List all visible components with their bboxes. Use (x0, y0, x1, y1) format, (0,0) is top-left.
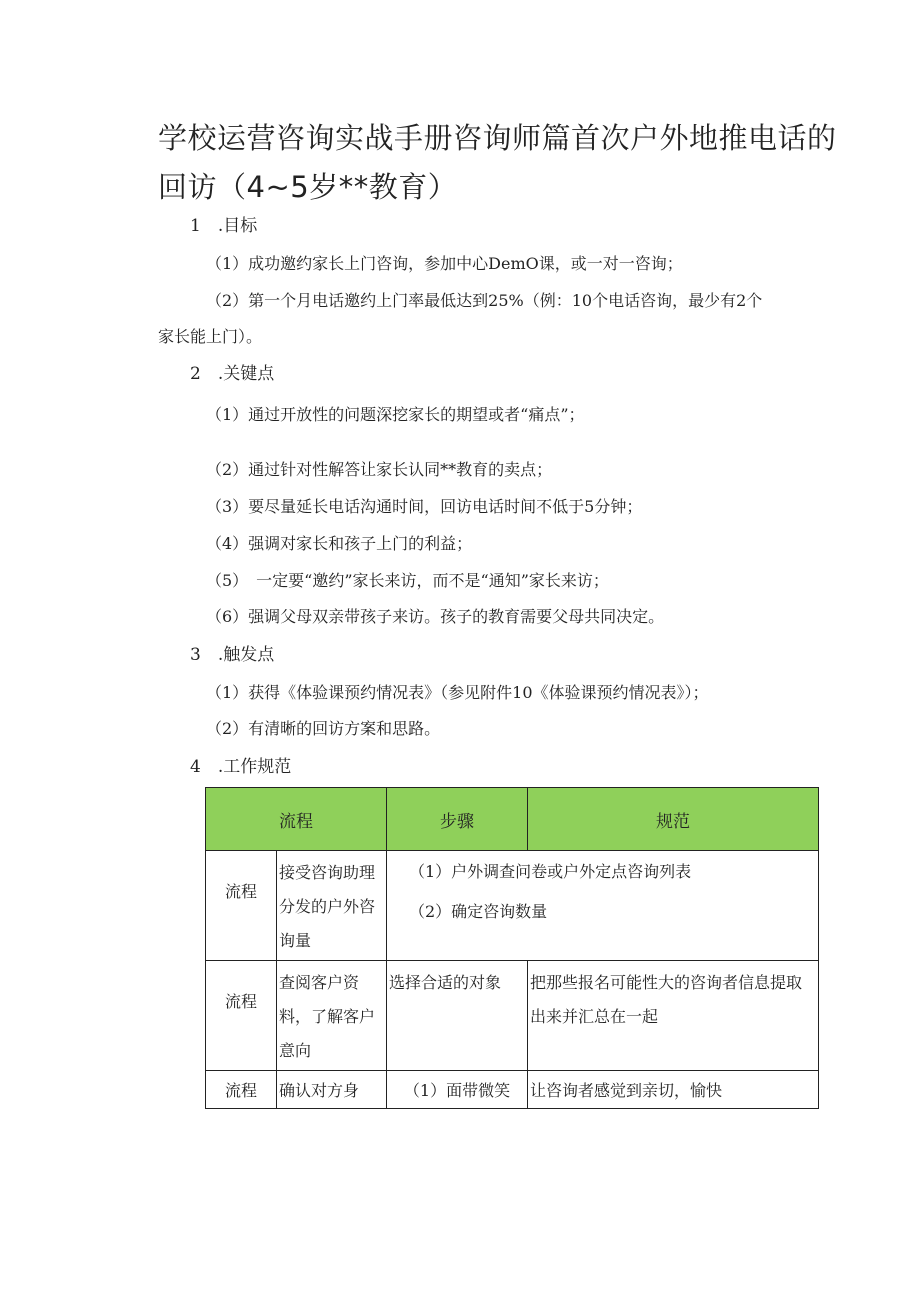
work-standard-table (205, 787, 819, 1109)
header-process: 流程 (206, 788, 387, 851)
heading-trigger: 3 .触发点 (190, 645, 275, 665)
goal-item-1: （1）成功邀约家长上门咨询，参加中心DemO课，或一对一咨询； (206, 254, 683, 273)
heading-work-standard: 4 .工作规范 (190, 757, 292, 777)
key-item-4: （4）强调对家长和孩子上门的利益； (206, 534, 473, 553)
process-text: 确认对方身 (279, 1081, 360, 1100)
norm-text: 让咨询者感觉到亲切，愉快 (530, 1081, 723, 1100)
row-label-cell (206, 961, 277, 1071)
step-item: （2）确定咨询数量 (409, 902, 548, 921)
row-label-cell (206, 851, 277, 961)
step-cell (387, 1071, 528, 1109)
table-row (206, 851, 819, 961)
process-cell (277, 1071, 387, 1109)
process-cell (277, 851, 387, 961)
table-row (206, 961, 819, 1071)
header-norms: 规范 (528, 788, 819, 851)
key-item-6: （6）强调父母双亲带孩子来访。孩子的教育需要父母共同决定。 (206, 607, 665, 626)
row-label-cell (206, 1071, 277, 1109)
process-text: 接受咨询助理分发的户外咨询量 (279, 863, 376, 950)
trigger-item-1: （1）获得《体验课预约情况表》（参见附件10《体验课预约情况表》）； (206, 683, 709, 702)
table-header-row (206, 788, 819, 851)
key-item-3: （3）要尽量延长电话沟通时间，回访电话时间不低于5分钟； (206, 497, 643, 516)
step-cell (387, 961, 528, 1071)
document-title: 学校运营咨询实战手册咨询师篇首次户外地推电话的回访（4~5岁**教育） (158, 121, 837, 204)
key-item-2: （2）通过针对性解答让家长认同**教育的卖点； (206, 460, 553, 479)
norm-cell (528, 961, 819, 1071)
step-item: （1）户外调查问卷或户外定点咨询列表 (409, 862, 692, 881)
process-text: 查阅客户资料，了解客户意向 (279, 973, 376, 1060)
row-label: 流程 (224, 1081, 257, 1100)
step-text: 选择合适的对象 (389, 973, 502, 992)
step-text: （1）面带微笑 (403, 1081, 511, 1100)
norm-text: 把那些报名可能性大的咨询者信息提取出来并汇总在一起 (530, 973, 803, 1026)
process-cell (277, 961, 387, 1071)
heading-key-points: 2 .关键点 (190, 364, 275, 384)
row-label: 流程 (224, 882, 257, 901)
table-row (206, 1071, 819, 1109)
key-item-5: （5） 一定要“邀约”家长来访，而不是“通知”家长来访； (206, 571, 609, 590)
header-steps: 步骤 (387, 788, 528, 851)
row-label: 流程 (224, 992, 257, 1011)
goal-item-2-cont: 家长能上门）。 (158, 327, 263, 346)
key-item-1: （1）通过开放性的问题深挖家长的期望或者“痛点”； (206, 405, 585, 424)
heading-goal: 1 .目标 (190, 216, 258, 236)
goal-item-2: （2）第一个月电话邀约上门率最低达到25%（例：10个电话咨询，最少有2个 (206, 291, 763, 310)
trigger-item-2: （2）有清晰的回访方案和思路。 (206, 719, 441, 738)
norm-cell (528, 1071, 819, 1109)
steps-cell (387, 851, 819, 961)
